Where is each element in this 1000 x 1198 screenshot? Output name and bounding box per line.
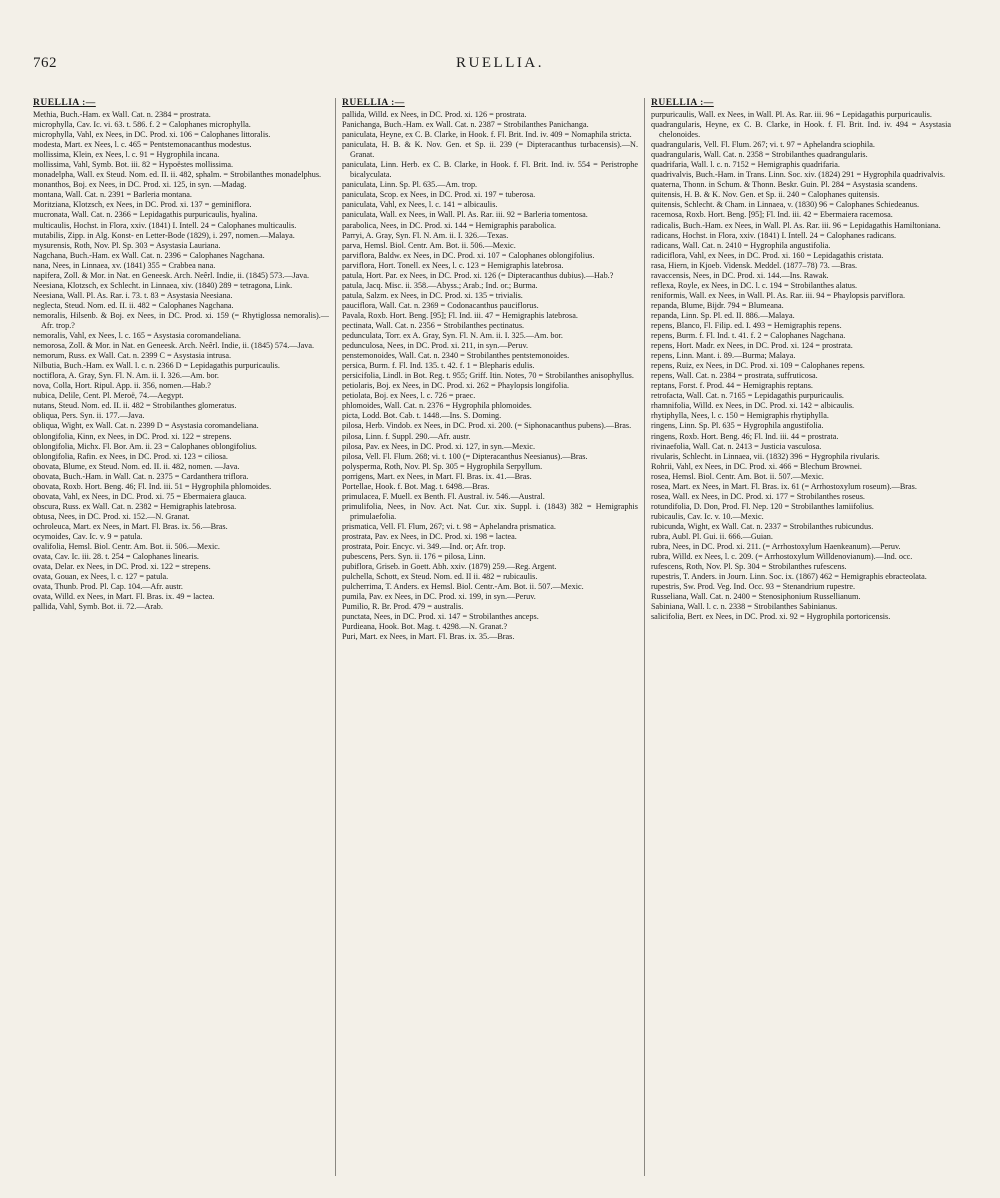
index-entry: retrofacta, Wall. Cat. n. 7165 = Lepidagathis purpuricaulis.	[651, 391, 844, 401]
index-entry: obovata, Vahl, ex Nees, in DC. Prod. xi. 75 = Ebermaiera glauca.	[33, 491, 247, 501]
index-entry: Nilbutia, Buch.-Ham. ex Wall. l. c. n. 2366 D = Lepidagathis purpuricaulis.	[33, 361, 280, 371]
index-entry: repens, Hort. Madr. ex Nees, in DC. Prod. xi. 124 = prostrata.	[651, 341, 853, 351]
index-entry: porrigens, Mart. ex Nees, in Mart. Fl. Bras. ix. 41.—Bras.	[342, 471, 532, 481]
index-entry: oblongifolia, Rafin. ex Nees, in DC. Prod. xi. 123 = ciliosa.	[33, 451, 228, 461]
index-entry: Neesiana, Wall. Pl. As. Rar. i. 73. t. 83 = Asystasia Neesiana.	[33, 290, 233, 300]
index-entry: ovata, Delar. ex Nees, in DC. Prod. xi. 122 = strepens.	[33, 562, 211, 572]
index-entry: obovata, Roxb. Hort. Beng. 46; Fl. Ind. iii. 51 = Hygrophila phlomoides.	[33, 481, 272, 491]
index-entry: prostrata, Pav. ex Nees, in DC. Prod. xi. 198 = lactea.	[342, 531, 517, 541]
index-entry: obovata, Buch.-Ham. in Wall. Cat. n. 2375 = Cardanthera triflora.	[33, 471, 249, 481]
index-entry: persicifolia, Lindl. in Bot. Reg. t. 955; Griff. Itin. Notes, 70 = Strobilanthes anisophyllus.	[342, 371, 634, 381]
index-entry: parviflora, Baldw. ex Nees, in DC. Prod. xi. 107 = Calophanes oblongifolius.	[342, 250, 595, 260]
index-entry: pallida, Vahl, Symb. Bot. ii. 72.—Arab.	[33, 602, 163, 612]
index-entry: mysurensis, Roth, Nov. Pl. Sp. 303 = Asystasia Lauriana.	[33, 240, 221, 250]
index-entry: pulchella, Schott, ex Steud. Nom. ed. II ii. 482 = rubicaulis.	[342, 572, 538, 582]
index-entry: repanda, Linn. Sp. Pl. ed. II. 886.—Malaya.	[651, 310, 795, 320]
index-entry: prismatica, Vell. Fl. Flum, 267; vi. t. 98 = Aphelandra prismatica.	[342, 521, 556, 531]
index-entry: Panichanga, Buch.-Ham. ex Wall. Cat. n. 2387 = Strobilanthes Panichanga.	[342, 120, 589, 130]
index-entry: ocymoides, Cav. Ic. v. 9 = patula.	[33, 531, 143, 541]
index-entry: ravaccensis, Nees, in DC. Prod. xi. 144.—Ins. Rawak.	[651, 270, 829, 280]
index-entry: paniculata, Wall. ex Nees, in Wall. Pl. As. Rar. iii. 92 = Barleria tomentosa.	[342, 210, 588, 220]
index-entry: Nagchana, Buch.-Ham. ex Wall. Cat. n. 2396 = Calophanes Nagchana.	[33, 250, 265, 260]
index-entry: quadrivalvis, Buch.-Ham. in Trans. Linn. Soc. xiv. (1824) 291 = Hygrophila quadrivalvis.	[651, 170, 946, 180]
index-entry: obscura, Russ. ex Wall. Cat. n. 2382 = Hemigraphis latebrosa.	[33, 501, 237, 511]
column-rule	[335, 98, 336, 1176]
column-heading: RUELLIA :—	[33, 98, 96, 108]
index-entry: pulcherrima, T. Anders. ex Hemsl. Biol. Centr.-Am. Bot. ii. 507.—Mexic.	[342, 582, 584, 592]
index-entry: nemorum, Russ. ex Wall. Cat. n. 2399 C = Asystasia intrusa.	[33, 351, 232, 361]
index-entry: microphylla, Cav. Ic. vi. 63. t. 586. f. 2 = Calophanes microphylla.	[33, 120, 251, 130]
index-entry: mucronata, Wall. Cat. n. 2366 = Lepidagathis purpuricaulis, hyalina.	[33, 210, 258, 220]
index-entry: paniculata, H. B. & K. Nov. Gen. et Sp. ii. 239 (= Dipteracanthus turbacensis).—N. Granat.	[342, 140, 638, 160]
index-column-2	[342, 98, 638, 642]
index-entry: pumila, Pav. ex Nees, in DC. Prod. xi. 199, in syn.—Peruv.	[342, 592, 536, 602]
index-entry: primulifolia, Nees, in Nov. Act. Nat. Cur. xix. Suppl. i. (1843) 382 = Hemigraphis primulaefolia.	[342, 501, 638, 521]
index-entry: pedunculosa, Nees, in DC. Prod. xi. 211, in syn.—Peruv.	[342, 341, 529, 351]
index-entry: reptans, Forst. f. Prod. 44 = Hemigraphis reptans.	[651, 381, 813, 391]
index-column-1	[33, 98, 329, 612]
index-entry: mutabilis, Zipp. in Alg. Konst- en Letter-Bode (1829), i. 297, nomen.—Malaya.	[33, 230, 295, 240]
index-entry: microphylla, Vahl, ex Nees, in DC. Prod. xi. 106 = Calophanes littoralis.	[33, 130, 271, 140]
index-entry: mollissima, Vahl, Symb. Bot. iii. 82 = Hypoëstes mollissima.	[33, 160, 234, 170]
index-entry: Methia, Buch.-Ham. ex Wall. Cat. n. 2384 = prostrata.	[33, 110, 211, 119]
index-entry: ovalifolia, Hemsl. Biol. Centr. Am. Bot. ii. 506.—Mexic.	[33, 542, 220, 552]
column-heading: RUELLIA :—	[651, 98, 714, 108]
column-heading: RUELLIA :—	[342, 98, 405, 108]
index-entry: punctata, Nees, in DC. Prod. xi. 147 = Strobilanthes anceps.	[342, 612, 539, 622]
index-entry: purpuricaulis, Wall. ex Nees, in Wall. Pl. As. Rar. iii. 96 = Lepidagathis purpuricaulis.	[651, 110, 932, 119]
index-entry: obliqua, Pers. Syn. ii. 177.—Java.	[33, 411, 145, 421]
index-entry: rasa, Hiern, in Kjoeb. Vidensk. Meddel. (1877–78) 73. —Bras.	[651, 260, 858, 270]
index-entry: ringens, Roxb. Hort. Beng. 46; Fl. Ind. iii. 44 = prostrata.	[651, 431, 839, 441]
index-entry: obovata, Blume, ex Steud. Nom. ed. II. ii. 482, nomen. —Java.	[33, 461, 240, 471]
index-entry: paniculata, Vahl, ex Nees, l. c. 141 = albicaulis.	[342, 200, 498, 210]
index-entry: rivinaefolia, Wall. Cat. n. 2413 = Justicia vasculosa.	[651, 441, 822, 451]
entry-list	[33, 110, 329, 612]
index-entry: prostrata, Poir. Encyc. vi. 349.—Ind. or; Afr. trop.	[342, 542, 506, 552]
index-entry: paniculata, Linn. Sp. Pl. 635.—Am. trop.	[342, 180, 478, 190]
index-entry: polysperma, Roth, Nov. Pl. Sp. 305 = Hygrophila Serpyllum.	[342, 461, 543, 471]
index-entry: rubicaulis, Cav. Ic. v. 10.—Mexic.	[651, 511, 764, 521]
entry-list	[342, 110, 638, 642]
index-entry: ovata, Gouan, ex Nees, l. c. 127 = patula.	[33, 572, 169, 582]
index-entry: radiciflora, Vahl, ex Nees, in DC. Prod. xi. 160 = Lepidagathis cristata.	[651, 250, 884, 260]
index-entry: ovata, Cav. Ic. iii. 28. t. 254 = Calophanes linearis.	[33, 552, 199, 562]
index-entry: ringens, Linn. Sp. Pl. 635 = Hygrophila angustifolia.	[651, 421, 824, 431]
index-entry: penstemonoides, Wall. Cat. n. 2340 = Strobilanthes pentstemonoides.	[342, 351, 570, 361]
index-entry: quadrangularis, Vell. Fl. Flum. 267; vi. t. 97 = Aphelandra sciophila.	[651, 140, 875, 150]
index-entry: rotundifolia, D. Don, Prod. Fl. Nep. 120 = Strobilanthes lamiifolius.	[651, 501, 874, 511]
index-entry: pallida, Willd. ex Nees, in DC. Prod. xi. 126 = prostrata.	[342, 110, 527, 119]
index-entry: quitensis, H. B. & K. Nov. Gen. et Sp. ii. 240 = Calophanes quitensis.	[651, 190, 880, 200]
page-number: 762	[33, 55, 57, 71]
index-entry: Parryi, A. Gray, Syn. Fl. N. Am. ii. I. 326.—Texas.	[342, 230, 509, 240]
index-entry: oblongifolia, Michx. Fl. Bor. Am. ii. 23 = Calophanes oblongifolius.	[33, 441, 257, 451]
index-entry: rivularis, Schlecht. in Linnaea, vii. (1832) 396 = Hygrophila rivularis.	[651, 451, 880, 461]
index-entry: Portellae, Hook. f. Bot. Mag. t. 6498.—Bras.	[342, 481, 490, 491]
index-entry: pilosa, Linn. f. Suppl. 290.—Afr. austr.	[342, 431, 471, 441]
index-entry: rosea, Mart. ex Nees, in Mart. Fl. Bras. ix. 61 (= Arrhostoxylum roseum).—Bras.	[651, 481, 917, 491]
index-entry: repens, Burm. f. Fl. Ind. t. 41. f. 2 = Calophanes Nagchana.	[651, 331, 846, 341]
index-entry: obliqua, Wight, ex Wall. Cat. n. 2399 D = Asystasia coromandeliana.	[33, 421, 259, 431]
index-entry: repens, Blanco, Fl. Filip. ed. I. 493 = Hemigraphis repens.	[651, 320, 842, 330]
index-entry: parviflora, Hort. Tonell. ex Nees, l. c. 123 = Hemigraphis latebrosa.	[342, 260, 564, 270]
index-entry: quitensis, Schlecht. & Cham. in Linnaea, v. (1830) 96 = Calophanes Schiedeanus.	[651, 200, 920, 210]
index-entry: quaterna, Thonn. in Schum. & Thonn. Beskr. Guin. Pl. 284 = Asystasia scandens.	[651, 180, 918, 190]
index-entry: monanthos, Boj. ex Nees, in DC. Prod. xi. 125, in syn. —Madag.	[33, 180, 247, 190]
index-entry: Rohrii, Vahl, ex Nees, in DC. Prod. xi. 466 = Blechum Brownei.	[651, 461, 862, 471]
index-entry: radicalis, Buch.-Ham. ex Nees, in Wall. Pl. As. Rar. iii. 96 = Lepidagathis Hamiltoniana.	[651, 220, 941, 230]
index-entry: nemorosa, Zoll. & Mor. in Nat. en Geneesk. Arch. Neêrl. Indie, ii. (1845) 574.—Java.	[33, 341, 315, 351]
index-entry: paniculata, Scop. ex Nees, in DC. Prod. xi. 197 = tuberosa.	[342, 190, 536, 200]
index-entry: reflexa, Royle, ex Nees, in DC. l. c. 194 = Strobilanthes alatus.	[651, 280, 858, 290]
index-entry: pilosa, Pav. ex Nees, in DC. Prod. xi. 127, in syn.—Mexic.	[342, 441, 535, 451]
running-head: RUELLIA.	[456, 55, 544, 71]
index-entry: pedunculata, Torr. ex A. Gray, Syn. Fl. N. Am. ii. I. 325.—Am. bor.	[342, 331, 563, 341]
index-entry: nutans, Steud. Nom. ed. II. ii. 482 = Strobilanthes glomeratus.	[33, 401, 237, 411]
index-column-3	[651, 98, 951, 622]
index-entry: nana, Nees, in Linnaea, xv. (1841) 355 = Crabbea nana.	[33, 260, 216, 270]
index-entry: noctiflora, A. Gray, Syn. Fl. N. Am. ii. I. 326.—Am. bor.	[33, 371, 219, 381]
index-entry: petiolaris, Boj. ex Nees, in DC. Prod. xi. 262 = Phaylopsis longifolia.	[342, 381, 570, 391]
index-entry: nubica, Delile, Cent. Pl. Meroë, 74.—Aegypt.	[33, 391, 184, 401]
index-entry: radicans, Hochst. in Flora, xxiv. (1841) I. Intell. 24 = Calophanes radicans.	[651, 230, 897, 240]
index-entry: monadelpha, Wall. ex Steud. Nom. ed. II. ii. 482, sphalm. = Strobilanthes monadelphus.	[33, 170, 322, 180]
index-entry: rupestris, T. Anders. in Journ. Linn. Soc. ix. (1867) 462 = Hemigraphis ebracteolata.	[651, 572, 927, 582]
entry-list	[651, 110, 951, 622]
index-entry: patula, Hort. Par. ex Nees, in DC. Prod. xi. 126 (= Dipteracanthus dubius).—Hab.?	[342, 270, 614, 280]
index-entry: reniformis, Wall. ex Nees, in Wall. Pl. As. Rar. iii. 94 = Phaylopsis parviflora.	[651, 290, 906, 300]
index-entry: pectinata, Wall. Cat. n. 2356 = Strobilanthes pectinatus.	[342, 320, 525, 330]
index-entry: pauciflora, Wall. Cat. n. 2369 = Codonacanthus pauciflorus.	[342, 300, 539, 310]
index-entry: ovata, Thunb. Prod. Pl. Cap. 104.—Afr. austr.	[33, 582, 183, 592]
index-entry: quadrifaria, Wall. l. c. n. 7152 = Hemigraphis quadrifaria.	[651, 160, 840, 170]
index-entry: Pumilio, R. Br. Prod. 479 = australis.	[342, 602, 464, 612]
index-entry: nova, Colla, Hort. Ripul. App. ii. 356, nomen.—Hab.?	[33, 381, 211, 391]
index-entry: racemosa, Roxb. Hort. Beng. [95]; Fl. Ind. iii. 42 = Ebermaiera racemosa.	[651, 210, 893, 220]
index-entry: oblongifolia, Kinn, ex Nees, in DC. Prod. xi. 122 = strepens.	[33, 431, 232, 441]
index-entry: radicans, Wall. Cat. n. 2410 = Hygrophila angustifolia.	[651, 240, 831, 250]
index-entry: rubra, Willd. ex Nees, l. c. 209. (= Arrhostoxylum Willdenovianum).—Ind. occ.	[651, 552, 913, 562]
index-entry: rosea, Wall. ex Nees, in DC. Prod. xi. 177 = Strobilanthes roseus.	[651, 491, 865, 501]
index-entry: montana, Wall. Cat. n. 2391 = Barleria montana.	[33, 190, 192, 200]
index-entry: parabolica, Nees, in DC. Prod. xi. 144 = Hemigraphis parabolica.	[342, 220, 557, 230]
index-entry: pilosa, Herb. Vindob. ex Nees, in DC. Prod. xi. 200. (= Siphonacanthus pubens).—Bras.	[342, 421, 632, 431]
index-entry: pubiflora, Griseb. in Goett. Abh. xxiv. (1879) 259.—Reg. Argent.	[342, 562, 557, 572]
index-entry: patula, Jacq. Misc. ii. 358.—Abyss.; Arab.; Ind. or.; Burma.	[342, 280, 538, 290]
index-entry: persica, Burm. f. Fl. Ind. 135. t. 42. f. 1 = Blepharis edulis.	[342, 361, 535, 371]
index-entry: parva, Hemsl. Biol. Centr. Am. Bot. ii. 506.—Mexic.	[342, 240, 516, 250]
index-entry: ochroleuca, Mart. ex Nees, in Mart. Fl. Bras. ix. 56.—Bras.	[33, 521, 228, 531]
index-entry: modesta, Mart. ex Nees, l. c. 465 = Pentstemonacanthus modestus.	[33, 140, 252, 150]
index-entry: Moritziana, Klotzsch, ex Nees, in DC. Prod. xi. 137 = geminiflora.	[33, 200, 252, 210]
index-entry: Puri, Mart. ex Nees, in Mart. Fl. Bras. ix. 35.—Bras.	[342, 632, 515, 642]
index-entry: Purdieana, Hook. Bot. Mag. t. 4298.—N. Granat.?	[342, 622, 508, 632]
index-entry: repanda, Blume, Bijdr. 794 = Blumeana.	[651, 300, 784, 310]
index-entry: rubra, Nees, in DC. Prod. xi. 211. (= Arrhostoxylum Haenkeanum).—Peruv.	[651, 542, 901, 552]
index-entry: Sabiniana, Wall. l. c. n. 2338 = Strobilanthes Sabinianus.	[651, 602, 838, 612]
index-entry: neglecta, Steud. Nom. ed. II. ii. 482 = Calophanes Nagchana.	[33, 300, 234, 310]
index-entry: quadrangularis, Heyne, ex C. B. Clarke, in Hook. f. Fl. Brit. Ind. iv. 494 = Asystasia chelonoides.	[651, 120, 951, 140]
index-entry: nemoralis, Hilsenb. & Boj. ex Nees, in DC. Prod. xi. 159 (= Rhytiglossa nemoralis).—Afr. trop.?	[33, 310, 329, 330]
index-entry: multicaulis, Hochst. in Flora, xxiv. (1841) I. Intell. 24 = Calophanes multicaulis.	[33, 220, 297, 230]
index-entry: rubra, Aubl. Pl. Gui. ii. 666.—Guian.	[651, 531, 773, 541]
index-entry: primulacea, F. Muell. ex Benth. Fl. Austral. iv. 546.—Austral.	[342, 491, 545, 501]
index-entry: nemoralis, Vahl, ex Nees, l. c. 165 = Asystasia coromandeliana.	[33, 331, 241, 341]
index-entry: repens, Linn. Mant. i. 89.—Burma; Malaya.	[651, 351, 796, 361]
index-entry: petiolata, Boj. ex Nees, l. c. 726 = praec.	[342, 391, 476, 401]
index-entry: obtusa, Nees, in DC. Prod. xi. 152.—N. Granat.	[33, 511, 190, 521]
index-entry: rufescens, Roth, Nov. Pl. Sp. 304 = Strobilanthes rufescens.	[651, 562, 847, 572]
index-entry: Russeliana, Wall. Cat. n. 2400 = Stenosiphonium Russellianum.	[651, 592, 861, 602]
index-entry: paniculata, Heyne, ex C. B. Clarke, in Hook. f. Fl. Brit. Ind. iv. 409 = Nomaphila stricta.	[342, 130, 632, 140]
index-entry: quadrangularis, Wall. Cat. n. 2358 = Strobilanthes quadrangularis.	[651, 150, 868, 160]
index-entry: ovata, Willd. ex Nees, in Mart. Fl. Bras. ix. 49 = lactea.	[33, 592, 215, 602]
column-rule	[644, 98, 645, 1176]
index-entry: rosea, Hemsl. Biol. Centr. Am. Bot. ii. 507.—Mexic.	[651, 471, 824, 481]
index-entry: mollissima, Klein, ex Nees, l. c. 91 = Hygrophila incana.	[33, 150, 220, 160]
index-entry: picta, Lodd. Bot. Cab. t. 1448.—Ins. S. Doming.	[342, 411, 502, 421]
index-entry: rhytiphylla, Nees, l. c. 150 = Hemigraphis rhytiphylla.	[651, 411, 829, 421]
index-entry: phlomoides, Wall. Cat. n. 2376 = Hygrophila phlomoides.	[342, 401, 532, 411]
index-entry: rupestris, Sw. Prod. Veg. Ind. Occ. 93 = Stenandrium rupestre.	[651, 582, 856, 592]
index-entry: repens, Wall. Cat. n. 2384 = prostrata, suffruticosa.	[651, 371, 818, 381]
index-entry: paniculata, Linn. Herb. ex C. B. Clarke, in Hook. f. Fl. Brit. Ind. iv. 554 = Peristrophe bicalyculata.	[342, 160, 638, 180]
index-entry: napifera, Zoll. & Mor. in Nat. en Geneesk. Arch. Neêrl. Indie, ii. (1845) 573.—Java.	[33, 270, 310, 280]
index-entry: rubicunda, Wight, ex Wall. Cat. n. 2337 = Strobilanthes rubicundus.	[651, 521, 874, 531]
index-entry: pubescens, Pers. Syn. ii. 176 = pilosa, Linn.	[342, 552, 486, 562]
index-entry: patula, Salzm. ex Nees, in DC. Prod. xi. 135 = trivialis.	[342, 290, 523, 300]
index-entry: Neesiana, Klotzsch, ex Schlecht. in Linnaea, xiv. (1840) 289 = tetragona, Link.	[33, 280, 293, 290]
index-entry: Pavala, Roxb. Hort. Beng. [95]; Fl. Ind. iii. 47 = Hemigraphis latebrosa.	[342, 310, 578, 320]
index-entry: repens, Ruiz, ex Nees, in DC. Prod. xi. 109 = Calophanes repens.	[651, 361, 865, 371]
index-entry: pilosa, Vell. Fl. Flum. 268; vi. t. 100 (= Dipteracanthus Neesianus).—Bras.	[342, 451, 588, 461]
index-entry: salicifolia, Bert. ex Nees, in DC. Prod. xi. 92 = Hygrophila portoricensis.	[651, 612, 891, 622]
index-entry: rhamnifolia, Willd. ex Nees, in DC. Prod. xi. 142 = albicaulis.	[651, 401, 855, 411]
